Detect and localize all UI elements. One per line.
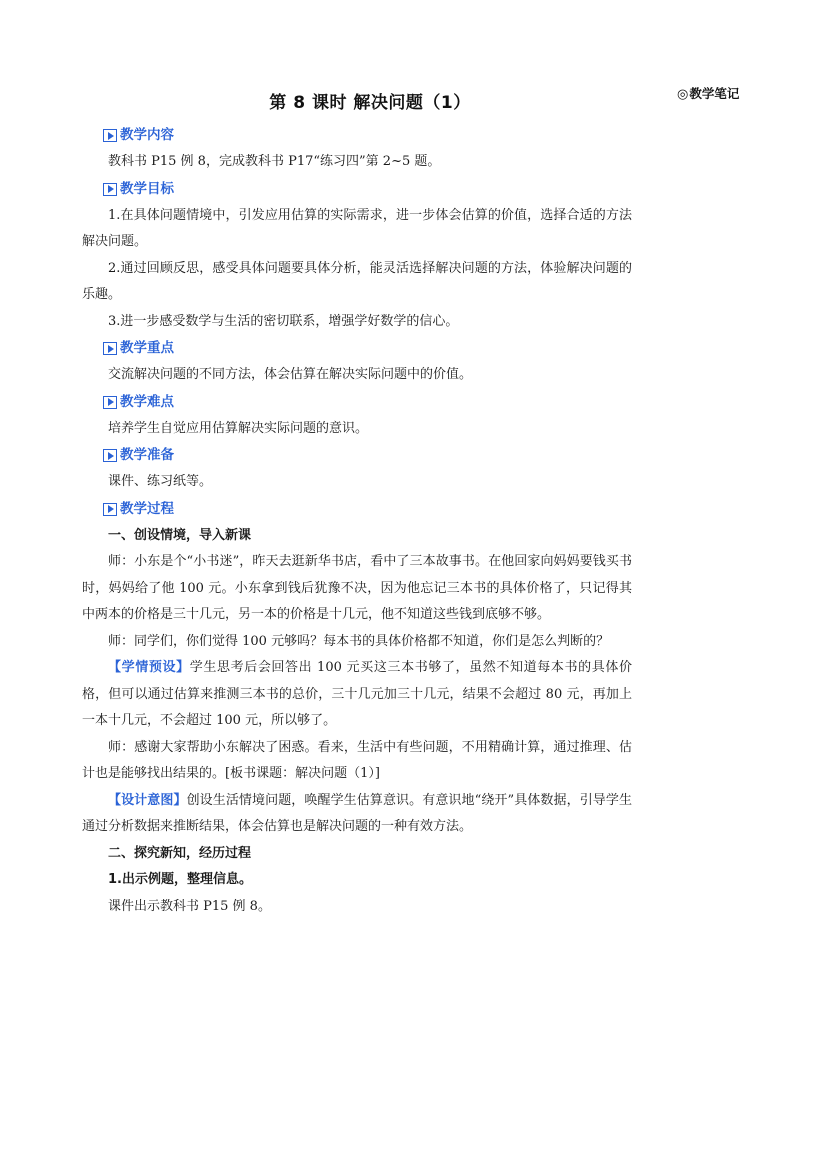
process-paragraph-1: 师：小东是个“小书迷”，昨天去逛新华书店，看中了三本故事书。在他回家向妈妈要钱买书时，妈妈给了他 100 元。小东拿到钱后犹豫不决，因为他忘记三本书的具体价格了，只记得其中两本的价格是三十几元，另一本的价格是十几元，他不知道这些钱到底够不够。 xyxy=(82,554,632,622)
play-triangle-icon xyxy=(103,183,117,196)
page-title: 第 8 课时 解决问题（1） xyxy=(269,93,471,113)
preparation-text: 课件、练习纸等。 xyxy=(108,474,213,489)
section-heading-text: 教学目标 xyxy=(120,180,174,197)
process-part2-title: 二、探究新知，经历过程 xyxy=(108,845,252,861)
design-intent-tag: 【设计意图】 xyxy=(108,792,187,808)
goal-item-1: 1.在具体问题情境中，引发应用估算的实际需求，进一步体会估算的价值，选择合适的方法解决问题。 xyxy=(82,207,632,249)
section-heading-preparation xyxy=(103,442,632,469)
play-triangle-icon xyxy=(103,449,117,462)
process-step1-text: 课件出示教科书 P15 例 8。 xyxy=(108,898,271,914)
section-heading-difficulties xyxy=(103,389,632,416)
play-triangle-icon xyxy=(103,129,117,142)
difficulties-text: 培养学生自觉应用估算解决实际问题的意识。 xyxy=(108,420,369,436)
content-text: 教科书 P15 例 8，完成教科书 P17“练习四”第 2~5 题。 xyxy=(108,154,441,169)
section-heading-text: 教学重点 xyxy=(120,340,174,357)
goal-item-3: 3.进一步感受数学与生活的密切联系，增强学好数学的信心。 xyxy=(108,313,459,329)
design-intent-text: 创设生活情境问题，唤醒学生估算意识。有意识地“绕开”具体数据，引导学生通过分析数据来推断结果，体会估算也是解决问题的一种有效方法。 xyxy=(82,792,632,834)
play-triangle-icon xyxy=(103,503,117,516)
section-heading-text: 教学难点 xyxy=(120,393,174,410)
learning-preset-paragraph xyxy=(82,655,632,735)
learning-preset-text: 学生思考后会回答出 100 元买这三本书够了，虽然不知道每本书的具体价格，但可以通过估算来推测三本书的总价，三十几元加三十几元，结果不会超过 80 元，再加上一本十几元，不会超过 100 元，所以够了。 xyxy=(82,660,632,728)
process-paragraph-2: 师：同学们，你们觉得 100 元够吗？每本书的具体价格都不知道，你们是怎么判断的？ xyxy=(108,633,610,649)
lesson-content xyxy=(82,122,632,920)
goal-item-2: 2.通过回顾反思，感受具体问题要具体分析，能灵活选择解决问题的方法，体验解决问题的乐趣。 xyxy=(82,260,632,302)
teaching-notes-label xyxy=(677,84,739,102)
section-heading-text: 教学内容 xyxy=(120,127,174,144)
process-paragraph-3: 师：感谢大家帮助小东解决了困惑。看来，生活中有些问题，不用精确计算，通过推理、估计也是能够找出结果的。[板书课题：解决问题（1）] xyxy=(82,739,632,781)
key-points-text: 交流解决问题的不同方法，体会估算在解决实际问题中的价值。 xyxy=(108,367,473,382)
section-heading-text: 教学准备 xyxy=(120,447,174,464)
learning-preset-tag: 【学情预设】 xyxy=(108,660,190,675)
process-step1-title: 1.出示例题，整理信息。 xyxy=(108,872,252,887)
play-triangle-icon xyxy=(103,396,117,409)
play-triangle-icon xyxy=(103,342,117,355)
design-intent-paragraph xyxy=(82,788,632,841)
notes-label-text: 教学笔记 xyxy=(689,86,740,101)
section-heading-process xyxy=(103,496,632,523)
section-heading-content xyxy=(103,122,632,149)
section-heading-goals xyxy=(103,176,632,203)
section-heading-key-points xyxy=(103,335,632,362)
section-heading-text: 教学过程 xyxy=(120,500,174,517)
process-part1-title: 一、创设情境，导入新课 xyxy=(108,527,252,543)
circle-mark-icon: ◎ xyxy=(677,87,689,102)
